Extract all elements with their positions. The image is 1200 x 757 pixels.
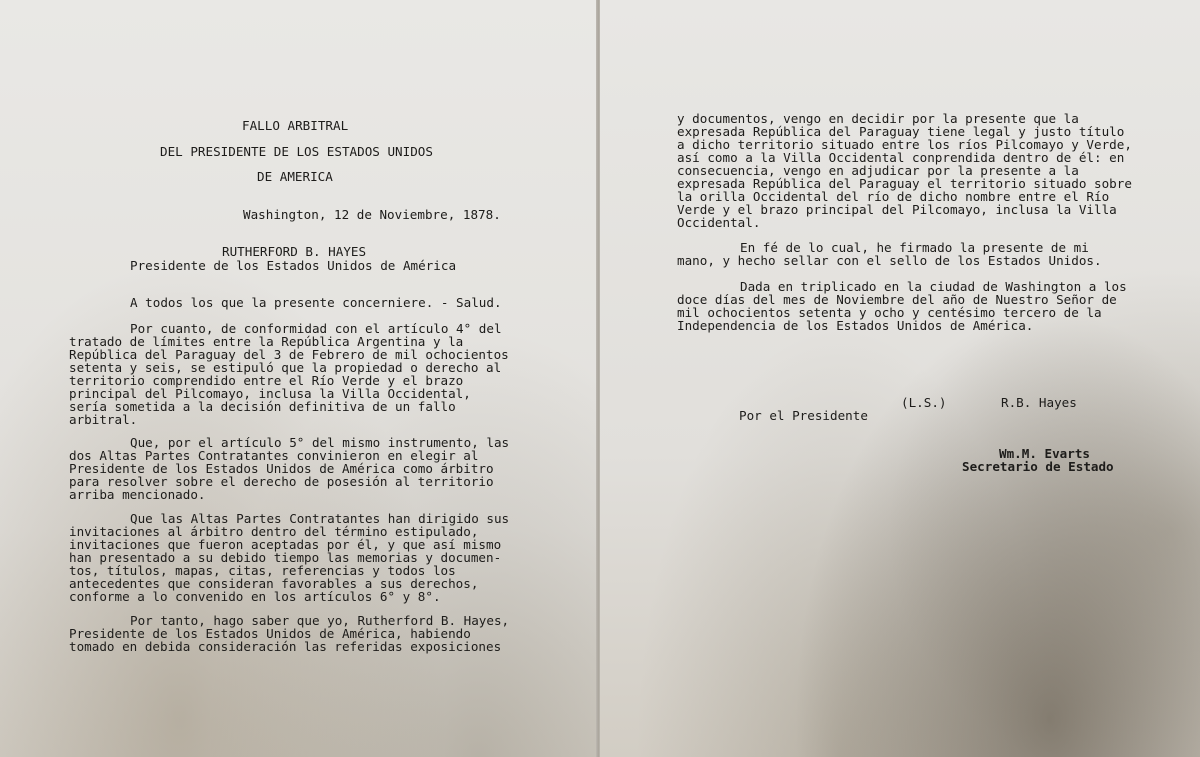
text-line: mil ochocientos setenta y ocho y centésimo tercero de la xyxy=(677,305,1102,320)
heading-line-1: FALLO ARBITRAL xyxy=(242,118,349,133)
heading-line-3: DE AMERICA xyxy=(257,169,333,184)
text-line: principal del Pilcomayo, inclusa la Villa Occidental, xyxy=(69,386,471,401)
text-line: Por cuanto, de conformidad con el artículo 4° del xyxy=(130,321,502,336)
text-line: así como a la Villa Occidental conprendida dentro de él: en xyxy=(677,150,1125,165)
text-line: invitaciones que fueron aceptadas por él, y que así mismo xyxy=(69,537,502,552)
text-line: Por tanto, hago saber que yo, Rutherford B. Hayes, xyxy=(130,613,510,628)
text-line: Independencia de los Estados Unidos de América. xyxy=(677,318,1034,333)
text-line: Verde y el brazo principal del Pilcomayo, inclusa la Villa xyxy=(677,202,1117,217)
text-line: mano, y hecho sellar con el sello de los Estados Unidos. xyxy=(677,253,1102,268)
seal-mark: (L.S.) xyxy=(901,395,947,410)
text-line: En fé de lo cual, he firmado la presente de mi xyxy=(740,240,1089,255)
right-page xyxy=(600,0,1200,757)
text-line: dos Altas Partes Contratantes convinieron en elegir al xyxy=(69,448,479,463)
secretary-title: Secretario de Estado xyxy=(962,459,1114,474)
text-line: expresada República del Paraguay tiene legal y justo título xyxy=(677,124,1125,139)
secretary-name: Wm.M. Evarts xyxy=(999,446,1090,461)
salutation: A todos los que la presente concerniere. - Salud. xyxy=(130,295,502,310)
by-president-label: Por el Presidente xyxy=(739,408,868,423)
text-line: arbitral. xyxy=(69,412,138,427)
text-line: Que, por el artículo 5° del mismo instrumento, las xyxy=(130,435,510,450)
heading-line-2: DEL PRESIDENTE DE LOS ESTADOS UNIDOS xyxy=(160,144,433,159)
left-page xyxy=(0,0,598,757)
text-line: antecedentes que consideran favorables a sus derechos, xyxy=(69,576,479,591)
signatory-name: RUTHERFORD B. HAYES xyxy=(222,244,367,259)
signatory-title: Presidente de los Estados Unidos de América xyxy=(130,258,457,273)
president-signature: R.B. Hayes xyxy=(1001,395,1077,410)
text-line: y documentos, vengo en decidir por la presente que la xyxy=(677,111,1079,126)
text-line: invitaciones al árbitro dentro del término estipulado, xyxy=(69,524,479,539)
text-line: a dicho territorio situado entre los ríos Pilcomayo y Verde, xyxy=(677,137,1132,152)
text-line: setenta y seis, se estipuló que la propiedad o derecho al xyxy=(69,360,502,375)
text-line: doce días del mes de Noviembre del año de Nuestro Señor de xyxy=(677,292,1117,307)
text-line: consecuencia, vengo en adjudicar por la presente a la xyxy=(677,163,1079,178)
text-line: Presidente de los Estados Unidos de América, habiendo xyxy=(69,626,471,641)
text-line: la orilla Occidental del río de dicho nombre entre el Río xyxy=(677,189,1110,204)
text-line: para resolver sobre el derecho de posesión al territorio xyxy=(69,474,494,489)
text-line: Presidente de los Estados Unidos de América como árbitro xyxy=(69,461,494,476)
text-line: expresada República del Paraguay el territorio situado sobre xyxy=(677,176,1132,191)
text-line: tratado de límites entre la República Argentina y la xyxy=(69,334,464,349)
text-line: sería sometida a la decisión definitiva de un fallo xyxy=(69,399,456,414)
text-line: territorio comprendido entre el Río Verde y el brazo xyxy=(69,373,464,388)
dateline: Washington, 12 de Noviembre, 1878. xyxy=(243,207,501,222)
text-line: Occidental. xyxy=(677,215,761,230)
text-line: conforme a lo convenido en los artículos 6° y 8°. xyxy=(69,589,441,604)
text-line: tomado en debida consideración las referidas exposiciones xyxy=(69,639,502,654)
text-line: Dada en triplicado en la ciudad de Washington a los xyxy=(740,279,1127,294)
text-line: han presentado a su debido tiempo las memorias y documen- xyxy=(69,550,502,565)
text-line: tos, títulos, mapas, citas, referencias y todos los xyxy=(69,563,456,578)
text-line: República del Paraguay del 3 de Febrero de mil ochocientos xyxy=(69,347,509,362)
text-line: Que las Altas Partes Contratantes han dirigido sus xyxy=(130,511,510,526)
text-line: arriba mencionado. xyxy=(69,487,206,502)
